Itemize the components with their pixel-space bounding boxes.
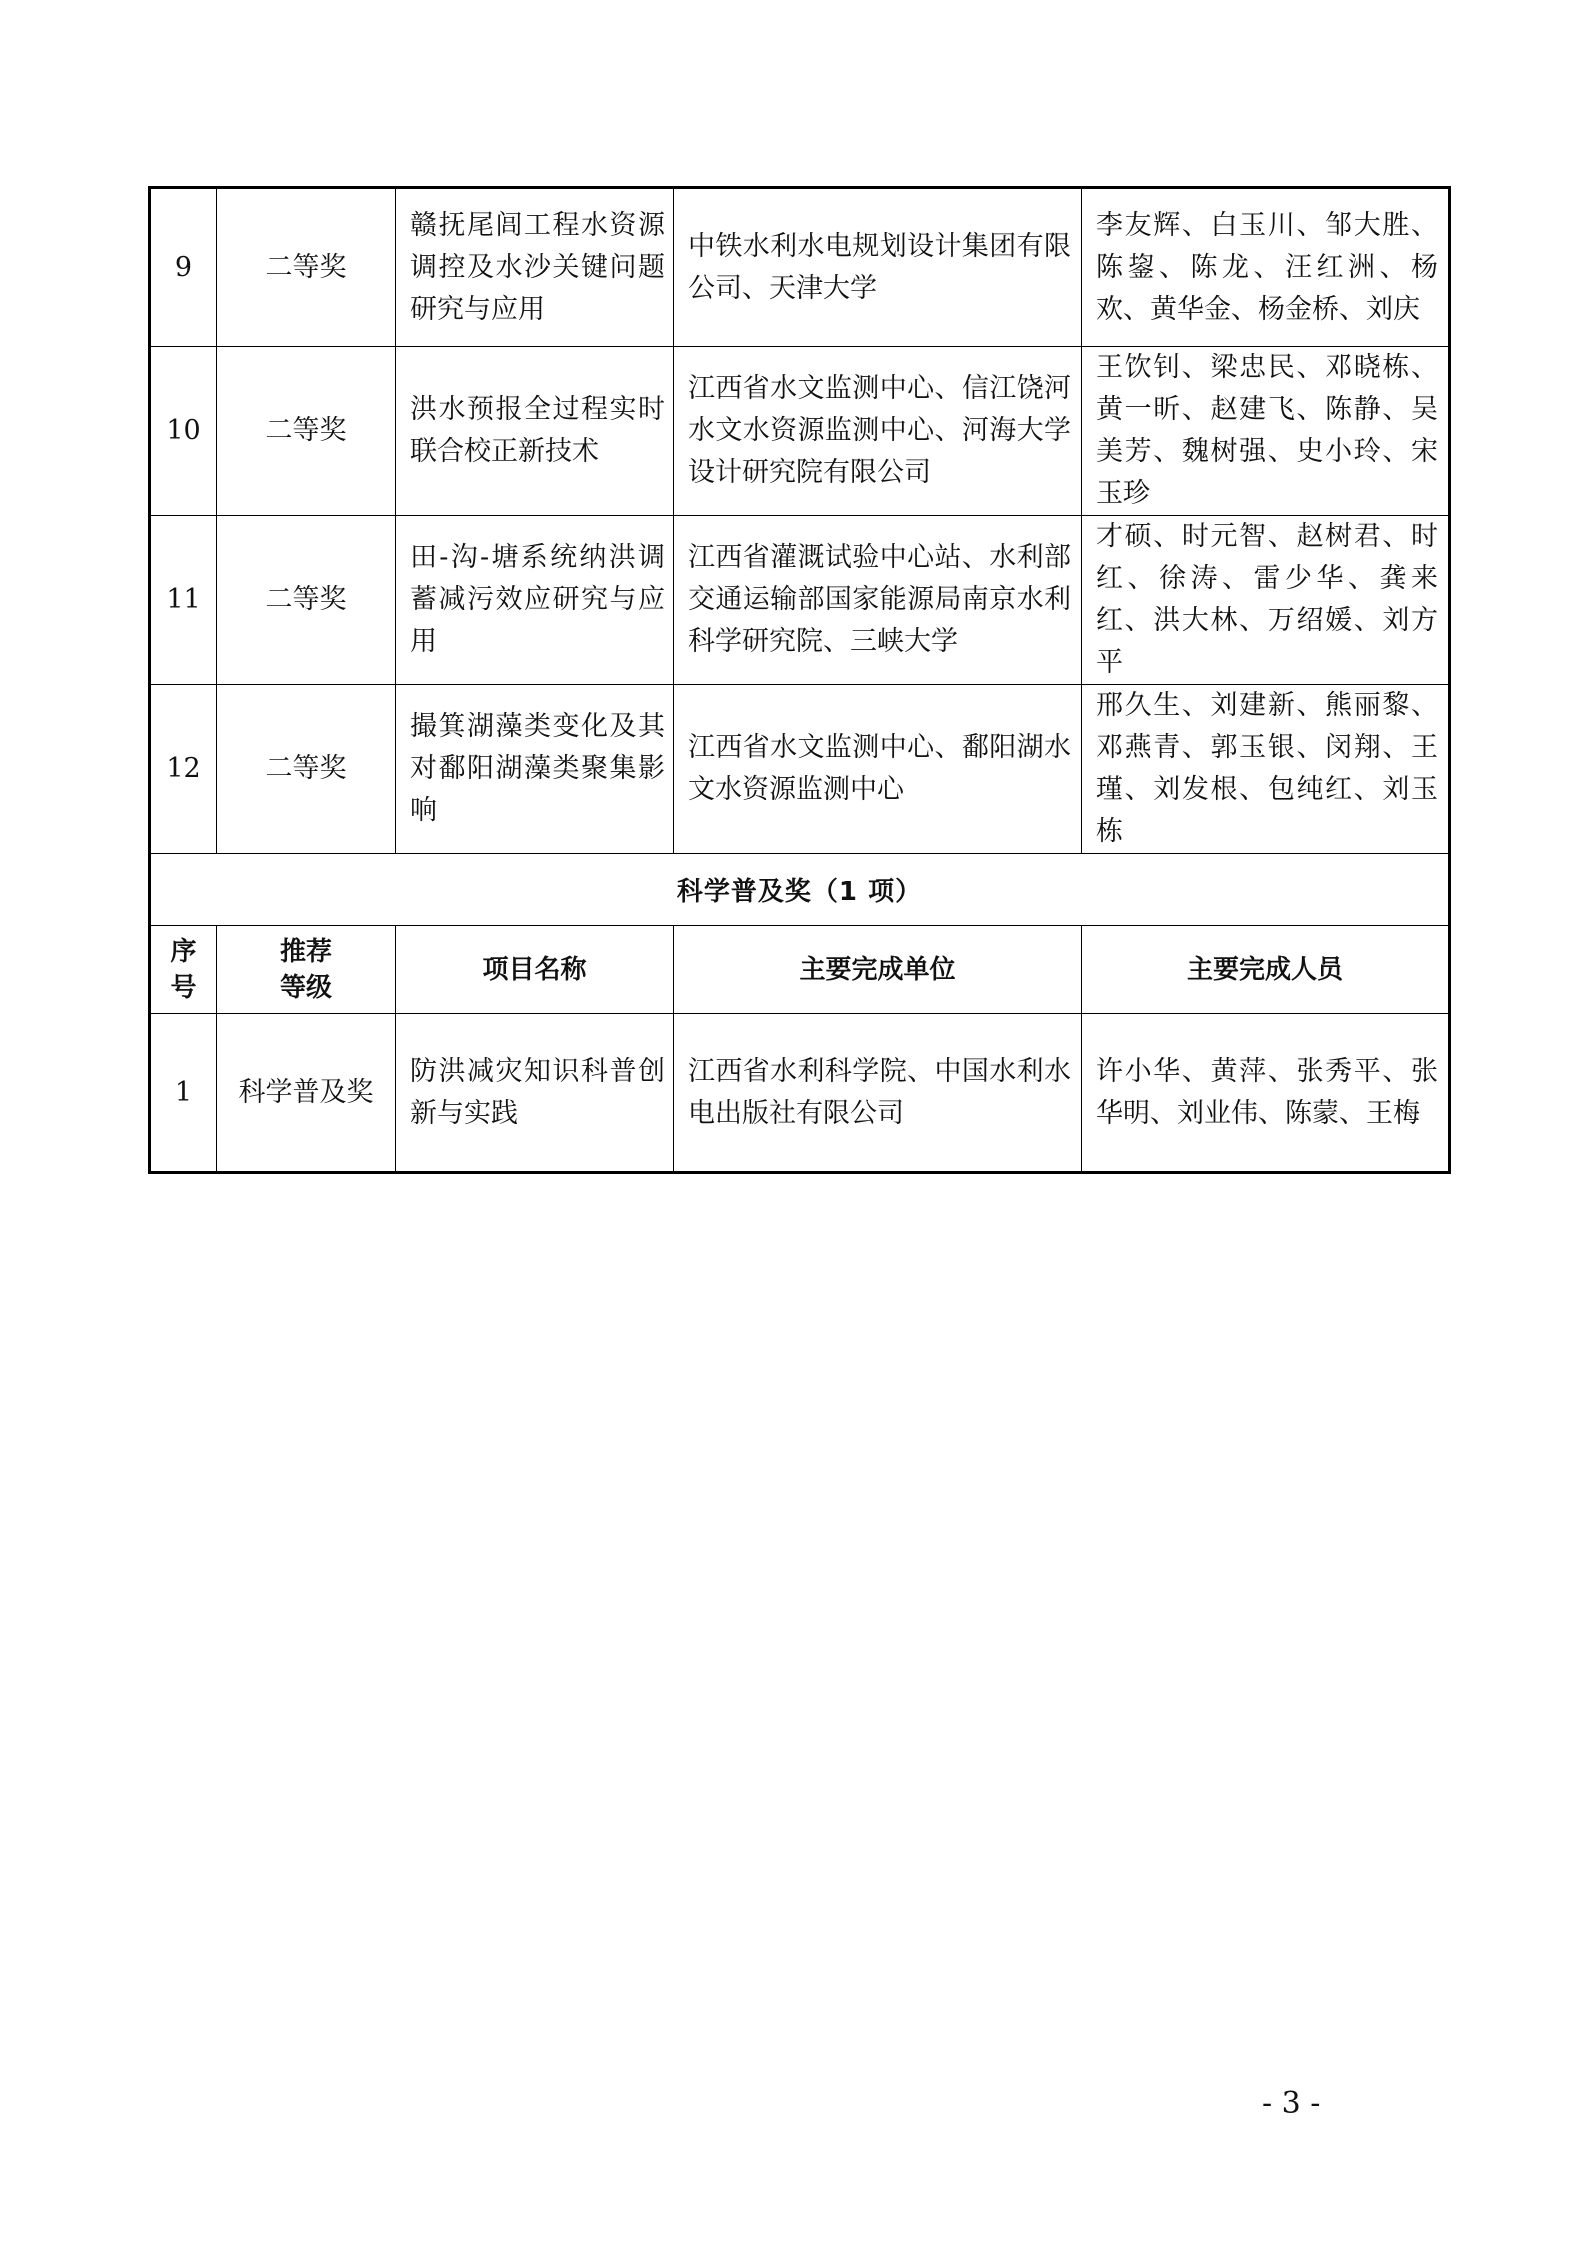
completing-units: 江西省水文监测中心、鄱阳湖水文水资源监测中心 bbox=[674, 685, 1082, 854]
header-text-line: 号 bbox=[170, 972, 197, 1003]
table-row bbox=[150, 1014, 1450, 1173]
completing-people: 许小华、黄萍、张秀平、张华明、刘业伟、陈蒙、王梅 bbox=[1082, 1014, 1450, 1173]
completing-units: 江西省水文监测中心、信江饶河水文水资源监测中心、河海大学设计研究院有限公司 bbox=[674, 347, 1082, 516]
row-number: 9 bbox=[150, 188, 217, 347]
column-header-project-name: 项目名称 bbox=[396, 926, 674, 1014]
row-number: 11 bbox=[150, 516, 217, 685]
project-name: 防洪减灾知识科普创新与实践 bbox=[396, 1014, 674, 1173]
header-text-line: 等级 bbox=[279, 972, 332, 1003]
completing-units: 江西省灌溉试验中心站、水利部交通运输部国家能源局南京水利科学研究院、三峡大学 bbox=[674, 516, 1082, 685]
column-header-number bbox=[150, 926, 217, 1014]
project-name: 田-沟-塘系统纳洪调蓄减污效应研究与应用 bbox=[396, 516, 674, 685]
completing-people: 李友辉、白玉川、邹大胜、陈鋆、陈龙、汪红洲、杨欢、黄华金、杨金桥、刘庆 bbox=[1082, 188, 1450, 347]
award-level: 二等奖 bbox=[217, 347, 396, 516]
header-text-line: 推荐 bbox=[279, 936, 332, 967]
award-level: 二等奖 bbox=[217, 516, 396, 685]
completing-people: 才硕、时元智、赵树君、时红、徐涛、雷少华、龚来红、洪大林、万绍媛、刘方平 bbox=[1082, 516, 1450, 685]
section-title: 科学普及奖（1 项） bbox=[150, 854, 1450, 926]
section-header-row bbox=[150, 854, 1450, 926]
award-level: 二等奖 bbox=[217, 685, 396, 854]
row-number: 12 bbox=[150, 685, 217, 854]
column-header-units: 主要完成单位 bbox=[674, 926, 1082, 1014]
column-header-level bbox=[217, 926, 396, 1014]
completing-people: 王饮钊、梁忠民、邓晓栋、黄一昕、赵建飞、陈静、吴美芳、魏树强、史小玲、宋玉珍 bbox=[1082, 347, 1450, 516]
table-row bbox=[150, 347, 1450, 516]
project-name: 洪水预报全过程实时联合校正新技术 bbox=[396, 347, 674, 516]
table-row bbox=[150, 685, 1450, 854]
row-number: 10 bbox=[150, 347, 217, 516]
header-text-line: 序 bbox=[170, 936, 197, 967]
table-row bbox=[150, 188, 1450, 347]
award-level: 二等奖 bbox=[217, 188, 396, 347]
completing-people: 邢久生、刘建新、熊丽黎、邓燕青、郭玉银、闵翔、王瑾、刘发根、包纯红、刘玉栋 bbox=[1082, 685, 1450, 854]
award-level: 科学普及奖 bbox=[217, 1014, 396, 1173]
project-name: 撮箕湖藻类变化及其对鄱阳湖藻类聚集影响 bbox=[396, 685, 674, 854]
completing-units: 江西省水利科学院、中国水利水电出版社有限公司 bbox=[674, 1014, 1082, 1173]
row-number: 1 bbox=[150, 1014, 217, 1173]
column-header-row bbox=[150, 926, 1450, 1014]
completing-units: 中铁水利水电规划设计集团有限公司、天津大学 bbox=[674, 188, 1082, 347]
table-row bbox=[150, 516, 1450, 685]
page-number: - 3 - bbox=[1262, 2086, 1321, 2121]
awards-table bbox=[148, 186, 1451, 1174]
column-header-people: 主要完成人员 bbox=[1082, 926, 1450, 1014]
project-name: 赣抚尾闾工程水资源调控及水沙关键问题研究与应用 bbox=[396, 188, 674, 347]
